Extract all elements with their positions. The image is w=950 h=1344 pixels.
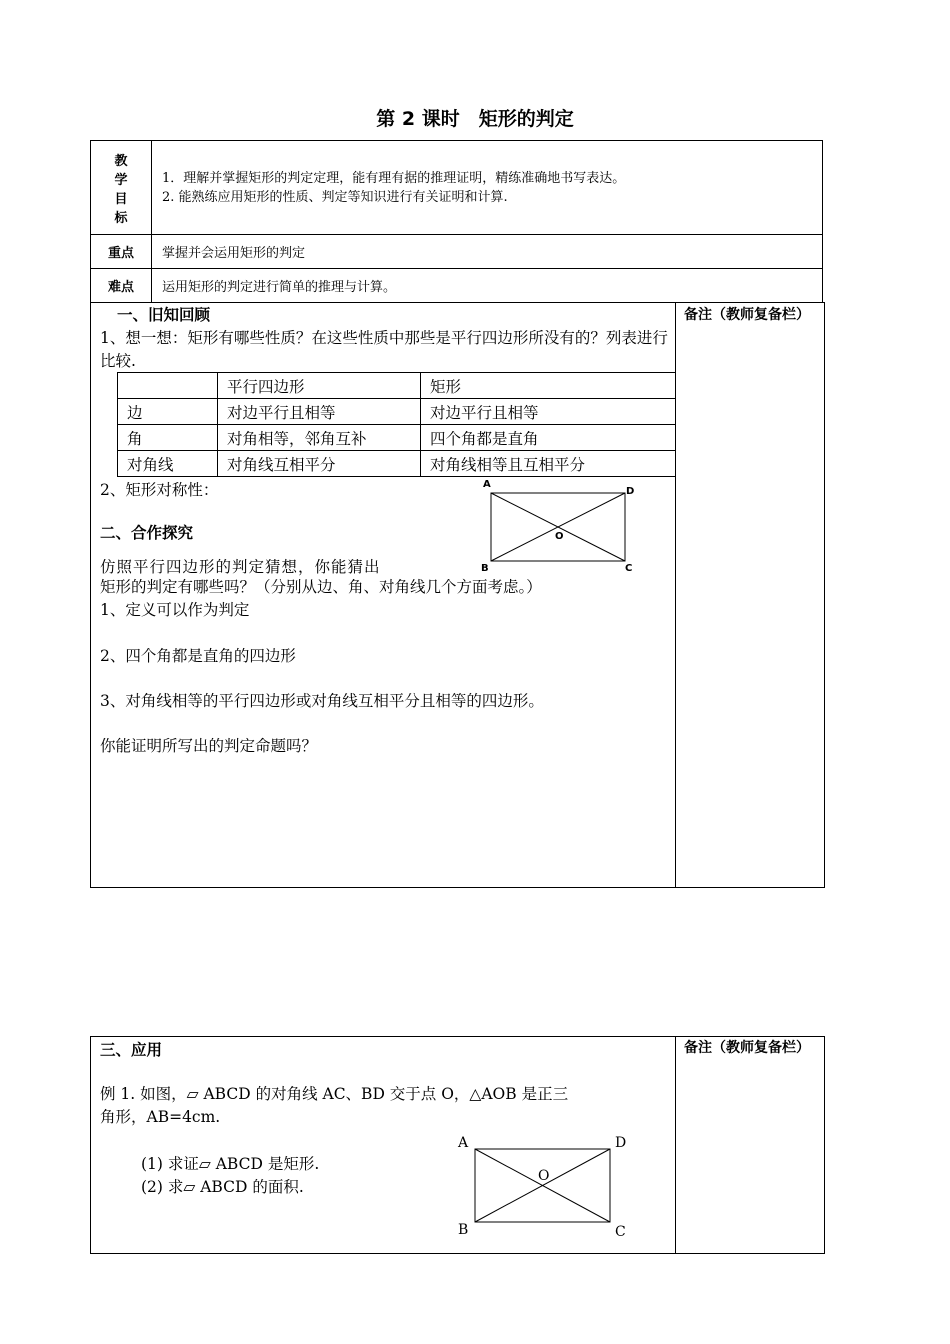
section2-item: 3、对角线相等的平行四边形或对角线互相平分且相等的四边形。 bbox=[100, 692, 544, 710]
key-label: 重点 bbox=[91, 235, 152, 269]
rectangle-figure-1 bbox=[478, 476, 638, 576]
comparison-table bbox=[117, 372, 676, 477]
section2-item: 1、定义可以作为判定 bbox=[100, 601, 250, 619]
page-title: 第 2 课时 矩形的判定 bbox=[376, 108, 574, 130]
table-cell: 对角线相等且互相平分 bbox=[421, 451, 676, 477]
table-cell: 对边平行且相等 bbox=[421, 399, 676, 425]
table-header-cell: 平行四边形 bbox=[218, 373, 421, 399]
difficult-label: 难点 bbox=[91, 269, 152, 303]
table-cell: 对角相等，邻角互补 bbox=[218, 425, 421, 451]
point-label-a: A bbox=[483, 479, 491, 490]
column-divider bbox=[675, 1036, 676, 1253]
table-cell: 对角线互相平分 bbox=[218, 451, 421, 477]
section1-question1: 1、想一想：矩形有哪些性质？在这些性质中那些是平行四边形所没有的？列表进行比较. bbox=[100, 329, 668, 370]
point-label-a: A bbox=[458, 1135, 469, 1151]
goal-label-char: 标 bbox=[114, 210, 128, 226]
example-subquestion-2: (2) 求▱ ABCD 的面积. bbox=[141, 1178, 304, 1196]
goal-label bbox=[91, 141, 152, 235]
section2-intro-line1: 仿照平行四边形的判定猜想，你能猜出 bbox=[100, 558, 381, 576]
table-header-cell bbox=[118, 373, 218, 399]
goal-label-char: 学 bbox=[114, 172, 128, 188]
point-label-d: D bbox=[626, 486, 635, 497]
section3-heading: 三、应用 bbox=[100, 1041, 163, 1059]
point-label-b: B bbox=[458, 1222, 469, 1238]
side-note: 备注（教师复备栏） bbox=[684, 307, 810, 323]
section2-question: 你能证明所写出的判定命题吗？ bbox=[100, 737, 318, 755]
table-cell: 四个角都是直角 bbox=[421, 425, 676, 451]
section1-question2: 2、矩形对称性： bbox=[100, 481, 219, 499]
side-note: 备注（教师复备栏） bbox=[684, 1040, 810, 1056]
goal-item: 1．理解并掌握矩形的判定定理，能有理有据的推理证明，精练准确地书写表达。 bbox=[162, 170, 626, 186]
table-cell: 对边平行且相等 bbox=[218, 399, 421, 425]
goal-label-char: 教 bbox=[114, 153, 128, 169]
difficult-text: 运用矩形的判定进行简单的推理与计算。 bbox=[152, 269, 823, 303]
rectangle-figure-2 bbox=[455, 1130, 635, 1242]
section2-intro-line2: 矩形的判定有哪些吗？（分别从边、角、对角线几个方面考虑。） bbox=[100, 578, 542, 596]
point-label-c: C bbox=[615, 1224, 626, 1240]
table-cell: 边 bbox=[118, 399, 218, 425]
point-label-c: C bbox=[625, 563, 633, 574]
section2-item: 2、四个角都是直角的四边形 bbox=[100, 647, 296, 665]
table-header-cell: 矩形 bbox=[421, 373, 676, 399]
section2-heading: 二、合作探究 bbox=[100, 524, 194, 542]
point-label-b: B bbox=[481, 563, 489, 574]
example-line1: 例 1. 如图，▱ ABCD 的对角线 AC、BD 交于点 O，△AOB 是正三 bbox=[100, 1085, 569, 1103]
example-subquestion-1: (1) 求证▱ ABCD 是矩形. bbox=[141, 1155, 320, 1173]
table-row bbox=[118, 451, 676, 477]
table-cell: 对角线 bbox=[118, 451, 218, 477]
lesson-header-table bbox=[90, 140, 823, 303]
table-row bbox=[118, 399, 676, 425]
goal-label-char: 目 bbox=[114, 191, 128, 207]
point-label-o: O bbox=[538, 1168, 550, 1184]
table-cell: 角 bbox=[118, 425, 218, 451]
example-line2: 角形，AB=4cm. bbox=[100, 1108, 221, 1126]
point-label-o: O bbox=[555, 531, 564, 542]
goal-content bbox=[152, 141, 823, 235]
section1-heading: 一、旧知回顾 bbox=[117, 306, 211, 324]
point-label-d: D bbox=[615, 1135, 627, 1151]
key-text: 掌握并会运用矩形的判定 bbox=[152, 235, 823, 269]
table-row bbox=[118, 425, 676, 451]
goal-item: 2. 能熟练应用矩形的性质、判定等知识进行有关证明和计算. bbox=[162, 189, 508, 205]
